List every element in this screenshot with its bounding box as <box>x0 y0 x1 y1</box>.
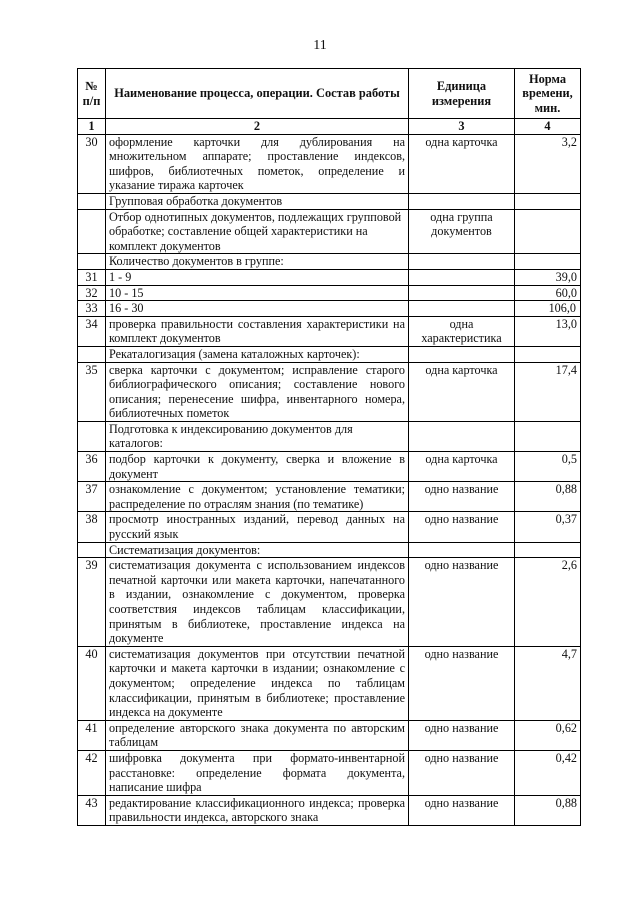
row-number: 31 <box>78 269 106 285</box>
row-description: редактирование классификационного индекса; проверка правильности индекса, авторского знака <box>106 795 409 825</box>
row-number: 40 <box>78 646 106 720</box>
row-unit: одно название <box>409 512 515 542</box>
row-unit <box>409 285 515 301</box>
row-unit: одна карточка <box>409 452 515 482</box>
row-norm: 0,5 <box>515 452 581 482</box>
row-norm <box>515 209 581 254</box>
table-row <box>78 720 581 750</box>
table-row <box>78 269 581 285</box>
section-row <box>78 421 581 451</box>
table-row <box>78 134 581 193</box>
row-description: систематизация документа с использованием индексов печатной карточки или макета карточки, напечатанного в издании, ознакомление с документом, проверка соответствия индексов таблицам классификации, принятым в библиотеке, проставление индекса на документе <box>106 558 409 647</box>
row-norm: 0,88 <box>515 482 581 512</box>
row-number <box>78 254 106 270</box>
row-description: Количество документов в группе: <box>106 254 409 270</box>
header-unit: Единица измерения <box>409 69 515 119</box>
row-number: 38 <box>78 512 106 542</box>
table-row <box>78 316 581 346</box>
header-name: Наименование процесса, операции. Состав работы <box>106 69 409 119</box>
row-unit <box>409 301 515 317</box>
row-number <box>78 193 106 209</box>
row-unit: одна группа документов <box>409 209 515 254</box>
row-norm: 0,37 <box>515 512 581 542</box>
row-description: шифровка документа при формато-инвентарной расстановке: определение формата документа, написание шифра <box>106 750 409 795</box>
row-number: 41 <box>78 720 106 750</box>
row-norm <box>515 346 581 362</box>
row-norm: 0,88 <box>515 795 581 825</box>
row-description: Групповая обработка документов <box>106 193 409 209</box>
section-row <box>78 346 581 362</box>
table-row <box>78 512 581 542</box>
row-norm <box>515 193 581 209</box>
row-number: 37 <box>78 482 106 512</box>
row-number: 32 <box>78 285 106 301</box>
row-norm: 0,62 <box>515 720 581 750</box>
row-description: 10 - 15 <box>106 285 409 301</box>
row-number <box>78 421 106 451</box>
table-body <box>78 134 581 825</box>
row-unit: одна карточка <box>409 134 515 193</box>
page-number: 11 <box>313 38 327 53</box>
row-description: Рекаталогизация (замена каталожных карточек): <box>106 346 409 362</box>
row-number <box>78 542 106 558</box>
norms-table <box>77 68 581 826</box>
row-unit <box>409 421 515 451</box>
row-number: 39 <box>78 558 106 647</box>
row-norm <box>515 542 581 558</box>
row-norm: 2,6 <box>515 558 581 647</box>
row-description: Отбор однотипных документов, подлежащих групповой обработке; составление общей характеристики на комплект документов <box>106 209 409 254</box>
column-number: 4 <box>515 119 581 135</box>
row-norm: 39,0 <box>515 269 581 285</box>
row-number: 35 <box>78 362 106 421</box>
table-row <box>78 646 581 720</box>
row-number: 30 <box>78 134 106 193</box>
row-description: 16 - 30 <box>106 301 409 317</box>
table-row <box>78 301 581 317</box>
row-number: 36 <box>78 452 106 482</box>
row-number: 34 <box>78 316 106 346</box>
row-description: систематизация документов при отсутствии печатной карточки и макета карточки в издании; ознакомление с документом; определение индекса по таблицам классификации, принятым в библиотеке; проставление индекса на документе <box>106 646 409 720</box>
row-description: определение авторского знака документа по авторским таблицам <box>106 720 409 750</box>
row-unit: одно название <box>409 482 515 512</box>
row-description: Подготовка к индексированию документов для каталогов: <box>106 421 409 451</box>
row-norm <box>515 421 581 451</box>
row-description: подбор карточки к документу, сверка и вложение в документ <box>106 452 409 482</box>
row-unit: одно название <box>409 646 515 720</box>
row-number: 33 <box>78 301 106 317</box>
row-unit: одно название <box>409 750 515 795</box>
row-unit <box>409 269 515 285</box>
row-norm: 60,0 <box>515 285 581 301</box>
row-unit: одно название <box>409 558 515 647</box>
row-norm: 4,7 <box>515 646 581 720</box>
row-description: просмотр иностранных изданий, перевод данных на русский язык <box>106 512 409 542</box>
section-row <box>78 193 581 209</box>
row-norm: 17,4 <box>515 362 581 421</box>
row-unit: одна карточка <box>409 362 515 421</box>
row-description: 1 - 9 <box>106 269 409 285</box>
row-unit <box>409 254 515 270</box>
header-norm: Норма времени, мин. <box>515 69 581 119</box>
row-norm: 3,2 <box>515 134 581 193</box>
table-row <box>78 452 581 482</box>
row-unit <box>409 193 515 209</box>
row-norm: 106,0 <box>515 301 581 317</box>
row-description: Систематизация документов: <box>106 542 409 558</box>
header-num: № п/п <box>78 69 106 119</box>
table-row <box>78 482 581 512</box>
row-number <box>78 209 106 254</box>
row-description: ознакомление с документом; установление тематики; распределение по отраслям знания (по тематике) <box>106 482 409 512</box>
table-row <box>78 362 581 421</box>
row-unit: одно название <box>409 720 515 750</box>
row-unit <box>409 346 515 362</box>
column-number-row <box>78 119 581 135</box>
table-row <box>78 750 581 795</box>
row-description: сверка карточки с документом; исправление старого библиографического описания; составление нового описания; перенесение шифра, инвентарного номера, библиотечных пометок <box>106 362 409 421</box>
row-number <box>78 346 106 362</box>
column-number: 1 <box>78 119 106 135</box>
row-unit: одна характеристика <box>409 316 515 346</box>
row-unit: одно название <box>409 795 515 825</box>
row-norm <box>515 254 581 270</box>
row-number: 43 <box>78 795 106 825</box>
table-header-row <box>78 69 581 119</box>
row-number: 42 <box>78 750 106 795</box>
row-norm: 13,0 <box>515 316 581 346</box>
section-row <box>78 542 581 558</box>
section-row <box>78 209 581 254</box>
row-description: оформление карточки для дублирования на множительном аппарате; проставление индексов, шифров, библиотечных пометок, определение и указание тиража карточек <box>106 134 409 193</box>
row-unit <box>409 542 515 558</box>
table-row <box>78 795 581 825</box>
column-number: 2 <box>106 119 409 135</box>
row-norm: 0,42 <box>515 750 581 795</box>
section-row <box>78 254 581 270</box>
row-description: проверка правильности составления характеристики на комплект документов <box>106 316 409 346</box>
column-number: 3 <box>409 119 515 135</box>
table-row <box>78 558 581 647</box>
table-row <box>78 285 581 301</box>
